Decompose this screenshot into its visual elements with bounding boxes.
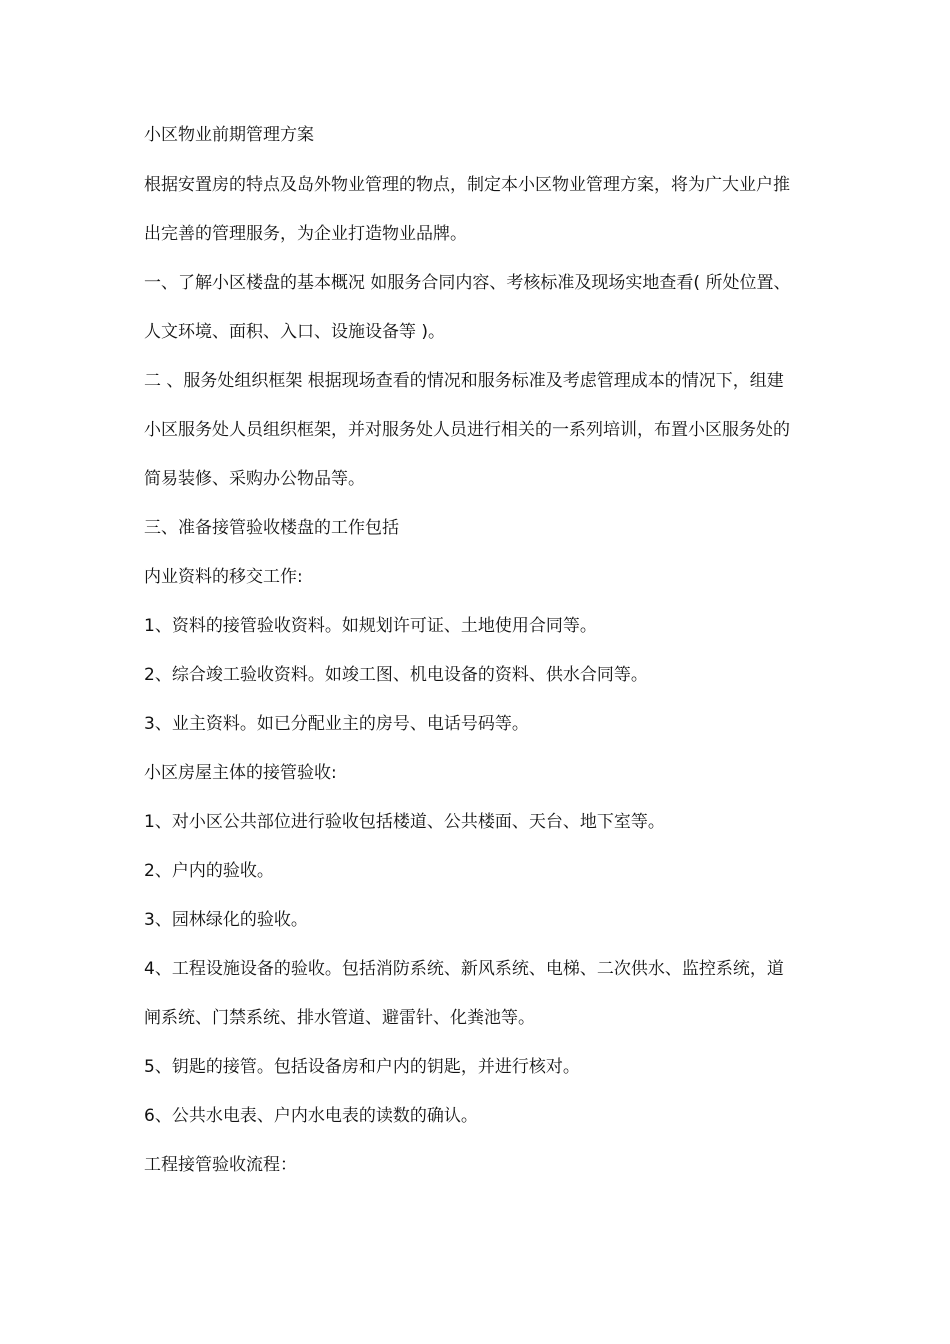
list-item: 2、户内的验收。	[144, 861, 274, 881]
list-item: 1、资料的接管验收资料。如规划许可证、土地使用合同等。	[144, 616, 597, 636]
list-item: 3、园林绿化的验收。	[144, 910, 308, 930]
subsection-heading: 内业资料的移交工作:	[144, 567, 303, 587]
list-item: 3、业主资料。如已分配业主的房号、电话号码等。	[144, 714, 529, 734]
paragraph-line: 根据安置房的特点及岛外物业管理的物点，制定本小区物业管理方案，将为广大业户推	[144, 175, 790, 195]
list-item: 5、钥匙的接管。包括设备房和户内的钥匙，并进行核对。	[144, 1057, 580, 1077]
paragraph-line: 人文环境、面积、入口、设施设备等 )。	[144, 322, 446, 342]
subsection-heading: 工程接管验收流程：	[144, 1155, 297, 1175]
list-item: 6、公共水电表、户内水电表的读数的确认。	[144, 1106, 478, 1126]
section-heading-2: 二 、服务处组织框架 根据现场查看的情况和服务标准及考虑管理成本的情况下，组建	[144, 371, 784, 391]
list-item: 4、工程设施设备的验收。包括消防系统、新风系统、电梯、二次供水、监控系统，道	[144, 959, 784, 979]
paragraph-line: 小区服务处人员组织框架，并对服务处人员进行相关的一系列培训，布置小区服务处的	[144, 420, 790, 440]
list-item: 2、综合竣工验收资料。如竣工图、机电设备的资料、供水合同等。	[144, 665, 648, 685]
list-item-continuation: 闸系统、门禁系统、排水管道、避雷针、化粪池等。	[144, 1008, 535, 1028]
list-item: 1、对小区公共部位进行验收包括楼道、公共楼面、天台、地下室等。	[144, 812, 665, 832]
paragraph-line: 出完善的管理服务，为企业打造物业品牌。	[144, 224, 467, 244]
subsection-heading: 小区房屋主体的接管验收:	[144, 763, 337, 783]
section-heading-3: 三、准备接管验收楼盘的工作包括	[144, 518, 399, 538]
paragraph-line: 简易装修、采购办公物品等。	[144, 469, 365, 489]
document-body	[144, 123, 816, 1202]
section-heading-1: 一、了解小区楼盘的基本概况 如服务合同内容、考核标准及现场实地查看( 所处位置、	[144, 273, 791, 293]
document-title: 小区物业前期管理方案	[144, 125, 314, 145]
